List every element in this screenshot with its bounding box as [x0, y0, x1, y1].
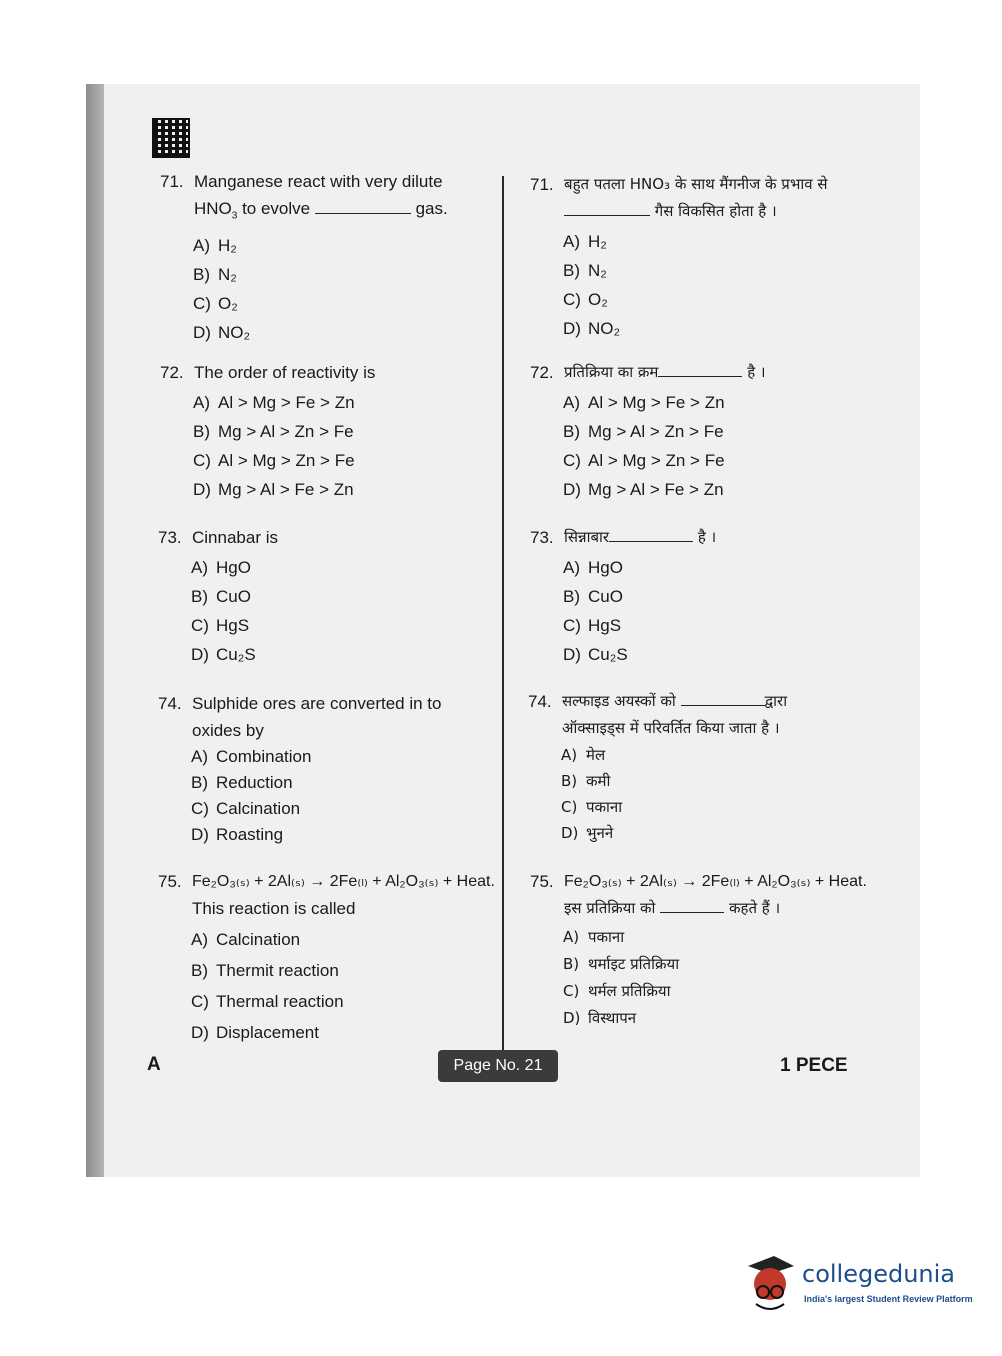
question-stem: सिन्नाबार है ।: [564, 528, 717, 546]
question-stem: This reaction is called: [192, 899, 356, 918]
question-72-hi: 72. प्रतिक्रिया का क्रम है । A) Al > Mg > Fe > Zn B) Mg > Al > Zn > Fe C) Al > Mg > Zn > Fe D) Mg > Al > Fe > Zn: [530, 359, 850, 504]
option-d: D) Displacement: [191, 1023, 319, 1042]
question-stem: Manganese react with very dilute $HNO_3$ to evolve gas.: [194, 172, 448, 222]
option-b: B) कमी: [561, 772, 611, 790]
option-c: C) HgS: [563, 616, 622, 635]
reaction-equation: Fe₂O₃₍ₛ₎ + 2Al₍ₛ₎ → 2Fe₍ₗ₎ + Al₂O₃₍ₛ₎ + Heat.: [564, 873, 867, 890]
question-stem: सल्फाइड अयस्कों को द्वारा ऑक्साइड्स में परिवर्तित किया जाता है ।: [562, 692, 788, 737]
option-c: C) O₂: [563, 290, 608, 309]
question-74-en: 74. Sulphide ores are converted in to oxides by A) Combination B) Reduction C) Calcination D) Roasting: [158, 690, 468, 848]
option-c: C) Thermal reaction: [191, 992, 344, 1011]
option-d: D) Roasting: [191, 825, 284, 844]
question-stem: Sulphide ores are converted in to oxides by: [192, 694, 442, 740]
option-b: B) CuO: [563, 587, 623, 606]
option-c: C) HgS: [191, 616, 250, 635]
option-d: D) Cu₂S: [191, 645, 256, 664]
option-b: B) थर्माइट प्रतिक्रिया: [563, 955, 680, 973]
option-a: A) H₂: [193, 236, 237, 256]
option-a: A) Al > Mg > Fe > Zn: [563, 393, 725, 412]
brand-tagline: India's largest Student Review Platform: [804, 1294, 973, 1304]
answer-blank: [681, 690, 765, 706]
question-71-hi: 71. बहुत पतला HNO₃ के साथ मैंगनीज के प्रभाव से गैस विकसित होता है । A) H₂ B) N₂ C) O₂ D) NO₂: [530, 171, 850, 343]
option-b: B) CuO: [191, 587, 251, 606]
option-a: A) Calcination: [191, 930, 301, 949]
brand-name: collegedunia: [802, 1260, 956, 1288]
question-73-en: 73. Cinnabar is A) HgO B) CuO C) HgS D) Cu₂S: [158, 524, 488, 669]
option-c: C) Al > Mg > Zn > Fe: [563, 451, 725, 470]
option-a: A) Al > Mg > Fe > Zn: [193, 393, 355, 412]
option-a: A) HgO: [563, 558, 623, 577]
option-d: D) विस्थापन: [563, 1009, 637, 1027]
question-number: 71.: [160, 172, 184, 191]
answer-blank: [609, 526, 693, 542]
collegedunia-logo[interactable]: [742, 1252, 972, 1312]
page-number: Page No. 21: [438, 1050, 558, 1082]
question-75-hi: 75. Fe₂O₃₍ₛ₎ + 2Al₍ₛ₎ → 2Fe₍ₗ₎ + Al₂O₃₍ₛ₎ + Heat. इस प्रतिक्रिया को कहते हैं । A) पकाना B) थर्माइट प्रतिक्रिया C) थर्मल प्रतिक्रिया D) विस्थापन: [530, 868, 865, 1032]
option-a: A) H₂: [563, 232, 607, 251]
question-stem: बहुत पतला HNO₃ के साथ मैंगनीज के प्रभाव से गैस विकसित होता है ।: [564, 175, 828, 220]
series-label: A: [147, 1054, 161, 1075]
option-b: B) Thermit reaction: [191, 961, 339, 980]
question-stem: इस प्रतिक्रिया को कहते हैं ।: [564, 899, 781, 917]
answer-blank: [660, 897, 724, 913]
answer-blank: [564, 200, 650, 216]
option-d: D) Mg > Al > Fe > Zn: [563, 480, 724, 499]
question-stem: प्रतिक्रिया का क्रम है ।: [564, 363, 766, 381]
option-d: D) NO₂: [193, 323, 251, 343]
option-d: D) भुनने: [561, 824, 614, 842]
question-72-en: 72. The order of reactivity is A) Al > Mg > Fe > Zn B) Mg > Al > Zn > Fe C) Al > Mg > Zn > Fe D) Mg > Al > Fe > Zn: [160, 359, 490, 504]
option-c: C) थर्मल प्रतिक्रिया: [563, 982, 671, 1000]
question-74-hi: 74. सल्फाइड अयस्कों को द्वारा ऑक्साइड्स में परिवर्तित किया जाता है । A) मेल B) कमी C) पकाना D) भुनने: [528, 688, 848, 846]
qr-code-icon: [152, 118, 190, 158]
option-a: A) मेल: [561, 746, 606, 764]
answer-blank: [658, 361, 742, 377]
option-a: A) Combination: [191, 747, 312, 766]
question-71-en: [160, 168, 490, 347]
question-75-en: 75. Fe₂O₃₍ₛ₎ + 2Al₍ₛ₎ → 2Fe₍ₗ₎ + Al₂O₃₍ₛ₎ + Heat. This reaction is called A) Calcination B) Thermit reaction C) Thermal reaction D) Displacement: [158, 868, 493, 1048]
option-d: D) Cu₂S: [563, 645, 628, 664]
option-c: C) Calcination: [191, 799, 301, 818]
question-73-hi: 73. सिन्नाबार है । A) HgO B) CuO C) HgS D) Cu₂S: [530, 524, 850, 669]
option-c: C) O₂: [193, 294, 238, 314]
option-b: B) N₂: [563, 261, 607, 280]
paper-code: 1 PECE: [780, 1055, 848, 1076]
option-a: A) HgO: [191, 558, 251, 577]
option-c: C) Al > Mg > Zn > Fe: [193, 451, 355, 470]
option-b: B) Mg > Al > Zn > Fe: [563, 422, 724, 441]
page-edge-shadow: [86, 84, 104, 1177]
reaction-equation: Fe₂O₃₍ₛ₎ + 2Al₍ₛ₎ → 2Fe₍ₗ₎ + Al₂O₃₍ₛ₎ + Heat.: [192, 873, 495, 890]
answer-blank: [315, 198, 411, 214]
option-b: B) N₂: [193, 265, 237, 285]
option-d: D) Mg > Al > Fe > Zn: [193, 480, 354, 499]
option-c: C) पकाना: [561, 798, 623, 816]
mascot-icon: [742, 1252, 798, 1312]
option-a: A) पकाना: [563, 928, 625, 946]
question-stem: Cinnabar is: [192, 528, 278, 547]
question-stem: The order of reactivity is: [194, 363, 376, 382]
option-b: B) Reduction: [191, 773, 293, 792]
option-b: B) Mg > Al > Zn > Fe: [193, 422, 354, 441]
column-divider: [502, 176, 504, 1056]
option-d: D) NO₂: [563, 319, 621, 338]
